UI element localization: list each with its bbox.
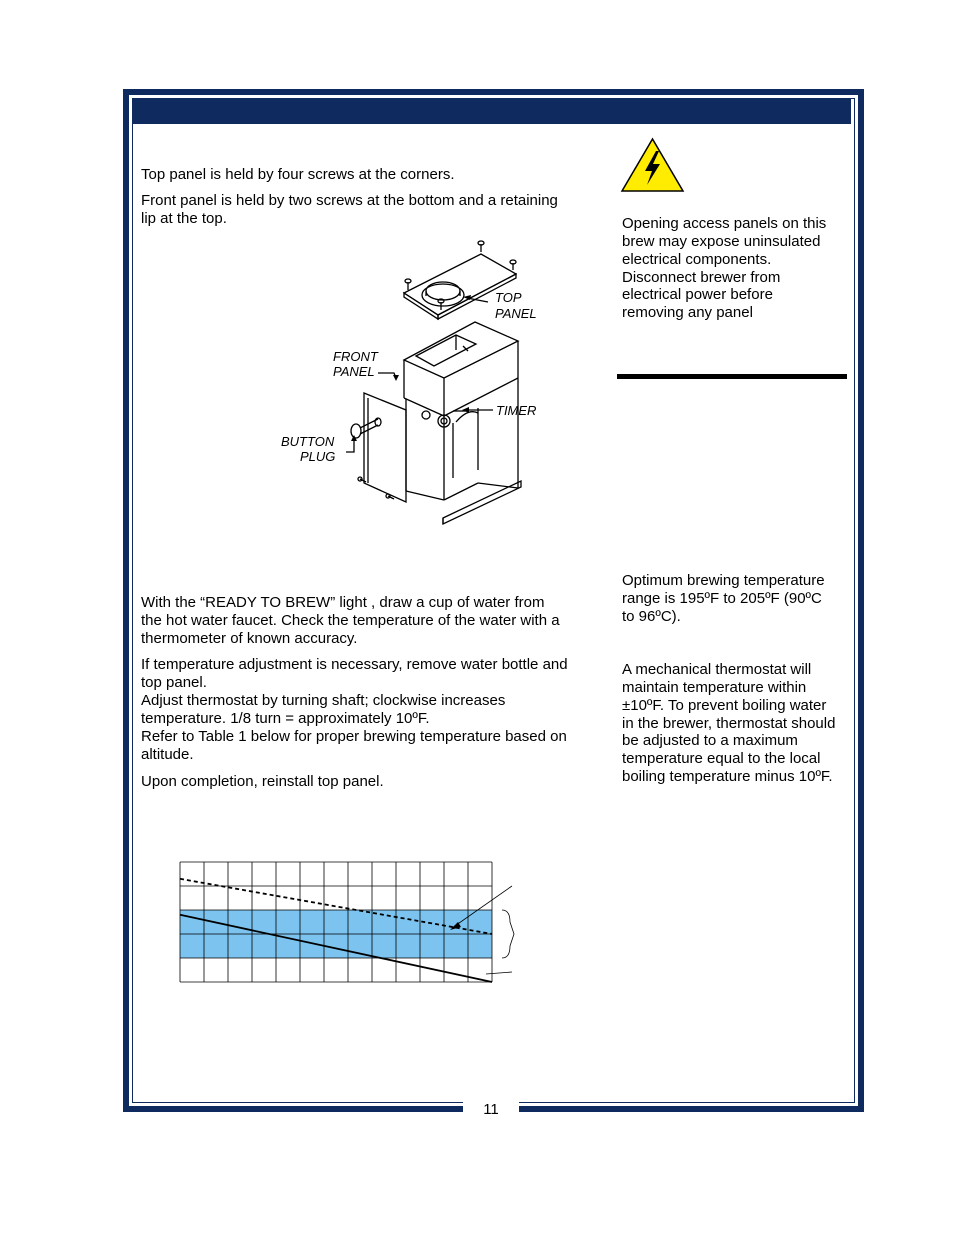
proc-line: Adjust thermostat by turning shaft; clockwise increases <box>141 692 506 709</box>
thermo-line: maintain temperature within <box>622 679 807 696</box>
proc-line: Upon completion, reinstall top panel. <box>141 773 384 790</box>
callout-leader-bottom <box>486 972 512 974</box>
label-front-panel: PANEL <box>333 364 375 379</box>
section-divider <box>617 374 847 379</box>
page-number: 11 <box>483 1101 499 1118</box>
altitude-temperature-chart <box>176 858 526 988</box>
proc-line: Refer to Table 1 below for proper brewing temperature based on <box>141 728 567 745</box>
front-panel-drawing <box>358 393 406 502</box>
thermo-line: in the brewer, thermostat should <box>622 715 836 732</box>
thermo-line: temperature equal to the local <box>622 750 821 767</box>
label-top: TOP <box>495 290 522 305</box>
brewer-body <box>404 322 521 524</box>
button-plug-drawing <box>351 418 381 438</box>
warning-line: Disconnect brewer from <box>622 269 781 286</box>
optimum-line: Optimum brewing temperature <box>622 572 825 589</box>
proc-line: temperature. 1/8 turn = approximately 10ºF. <box>141 710 430 727</box>
thermo-line: be adjusted to a maximum <box>622 732 798 749</box>
proc-line: altitude. <box>141 746 194 763</box>
label-button: BUTTON <box>281 434 335 449</box>
label-top-panel: PANEL <box>495 306 537 321</box>
proc-line: the hot water faucet. Check the temperature of the water with a <box>141 612 560 629</box>
warning-line: electrical components. <box>622 251 772 268</box>
brewer-exploded-diagram <box>278 238 548 533</box>
proc-line: With the “READY TO BREW” light , draw a cup of water from <box>141 594 545 611</box>
thermo-line: A mechanical thermostat will <box>622 661 812 678</box>
warning-line: electrical power before <box>622 286 773 303</box>
label-timer: TIMER <box>496 403 537 418</box>
proc-line: If temperature adjustment is necessary, remove water bottle and <box>141 656 568 673</box>
optimum-line: range is 195ºF to 205ºF (90ºC <box>622 590 822 607</box>
proc-line: thermometer of known accuracy. <box>141 630 358 647</box>
optimum-line: to 96ºC). <box>622 608 681 625</box>
high-voltage-warning-icon <box>620 137 685 193</box>
warning-line: brew may expose uninsulated <box>622 233 821 250</box>
band-brace <box>502 910 514 958</box>
warning-line: removing any panel <box>622 304 753 321</box>
thermo-line: boiling temperature minus 10ºF. <box>622 768 833 785</box>
front-panel-text-1: Front panel is held by two screws at the bottom and a retaining <box>141 192 558 209</box>
front-panel-text-2: lip at the top. <box>141 210 227 227</box>
label-plug: PLUG <box>300 449 336 464</box>
label-front: FRONT <box>333 349 378 364</box>
top-panel-text: Top panel is held by four screws at the corners. <box>141 166 455 183</box>
warning-line: Opening access panels on this <box>622 215 827 232</box>
header-bar <box>132 98 851 124</box>
proc-line: top panel. <box>141 674 207 691</box>
thermo-line: ±10ºF. To prevent boiling water <box>622 697 827 714</box>
